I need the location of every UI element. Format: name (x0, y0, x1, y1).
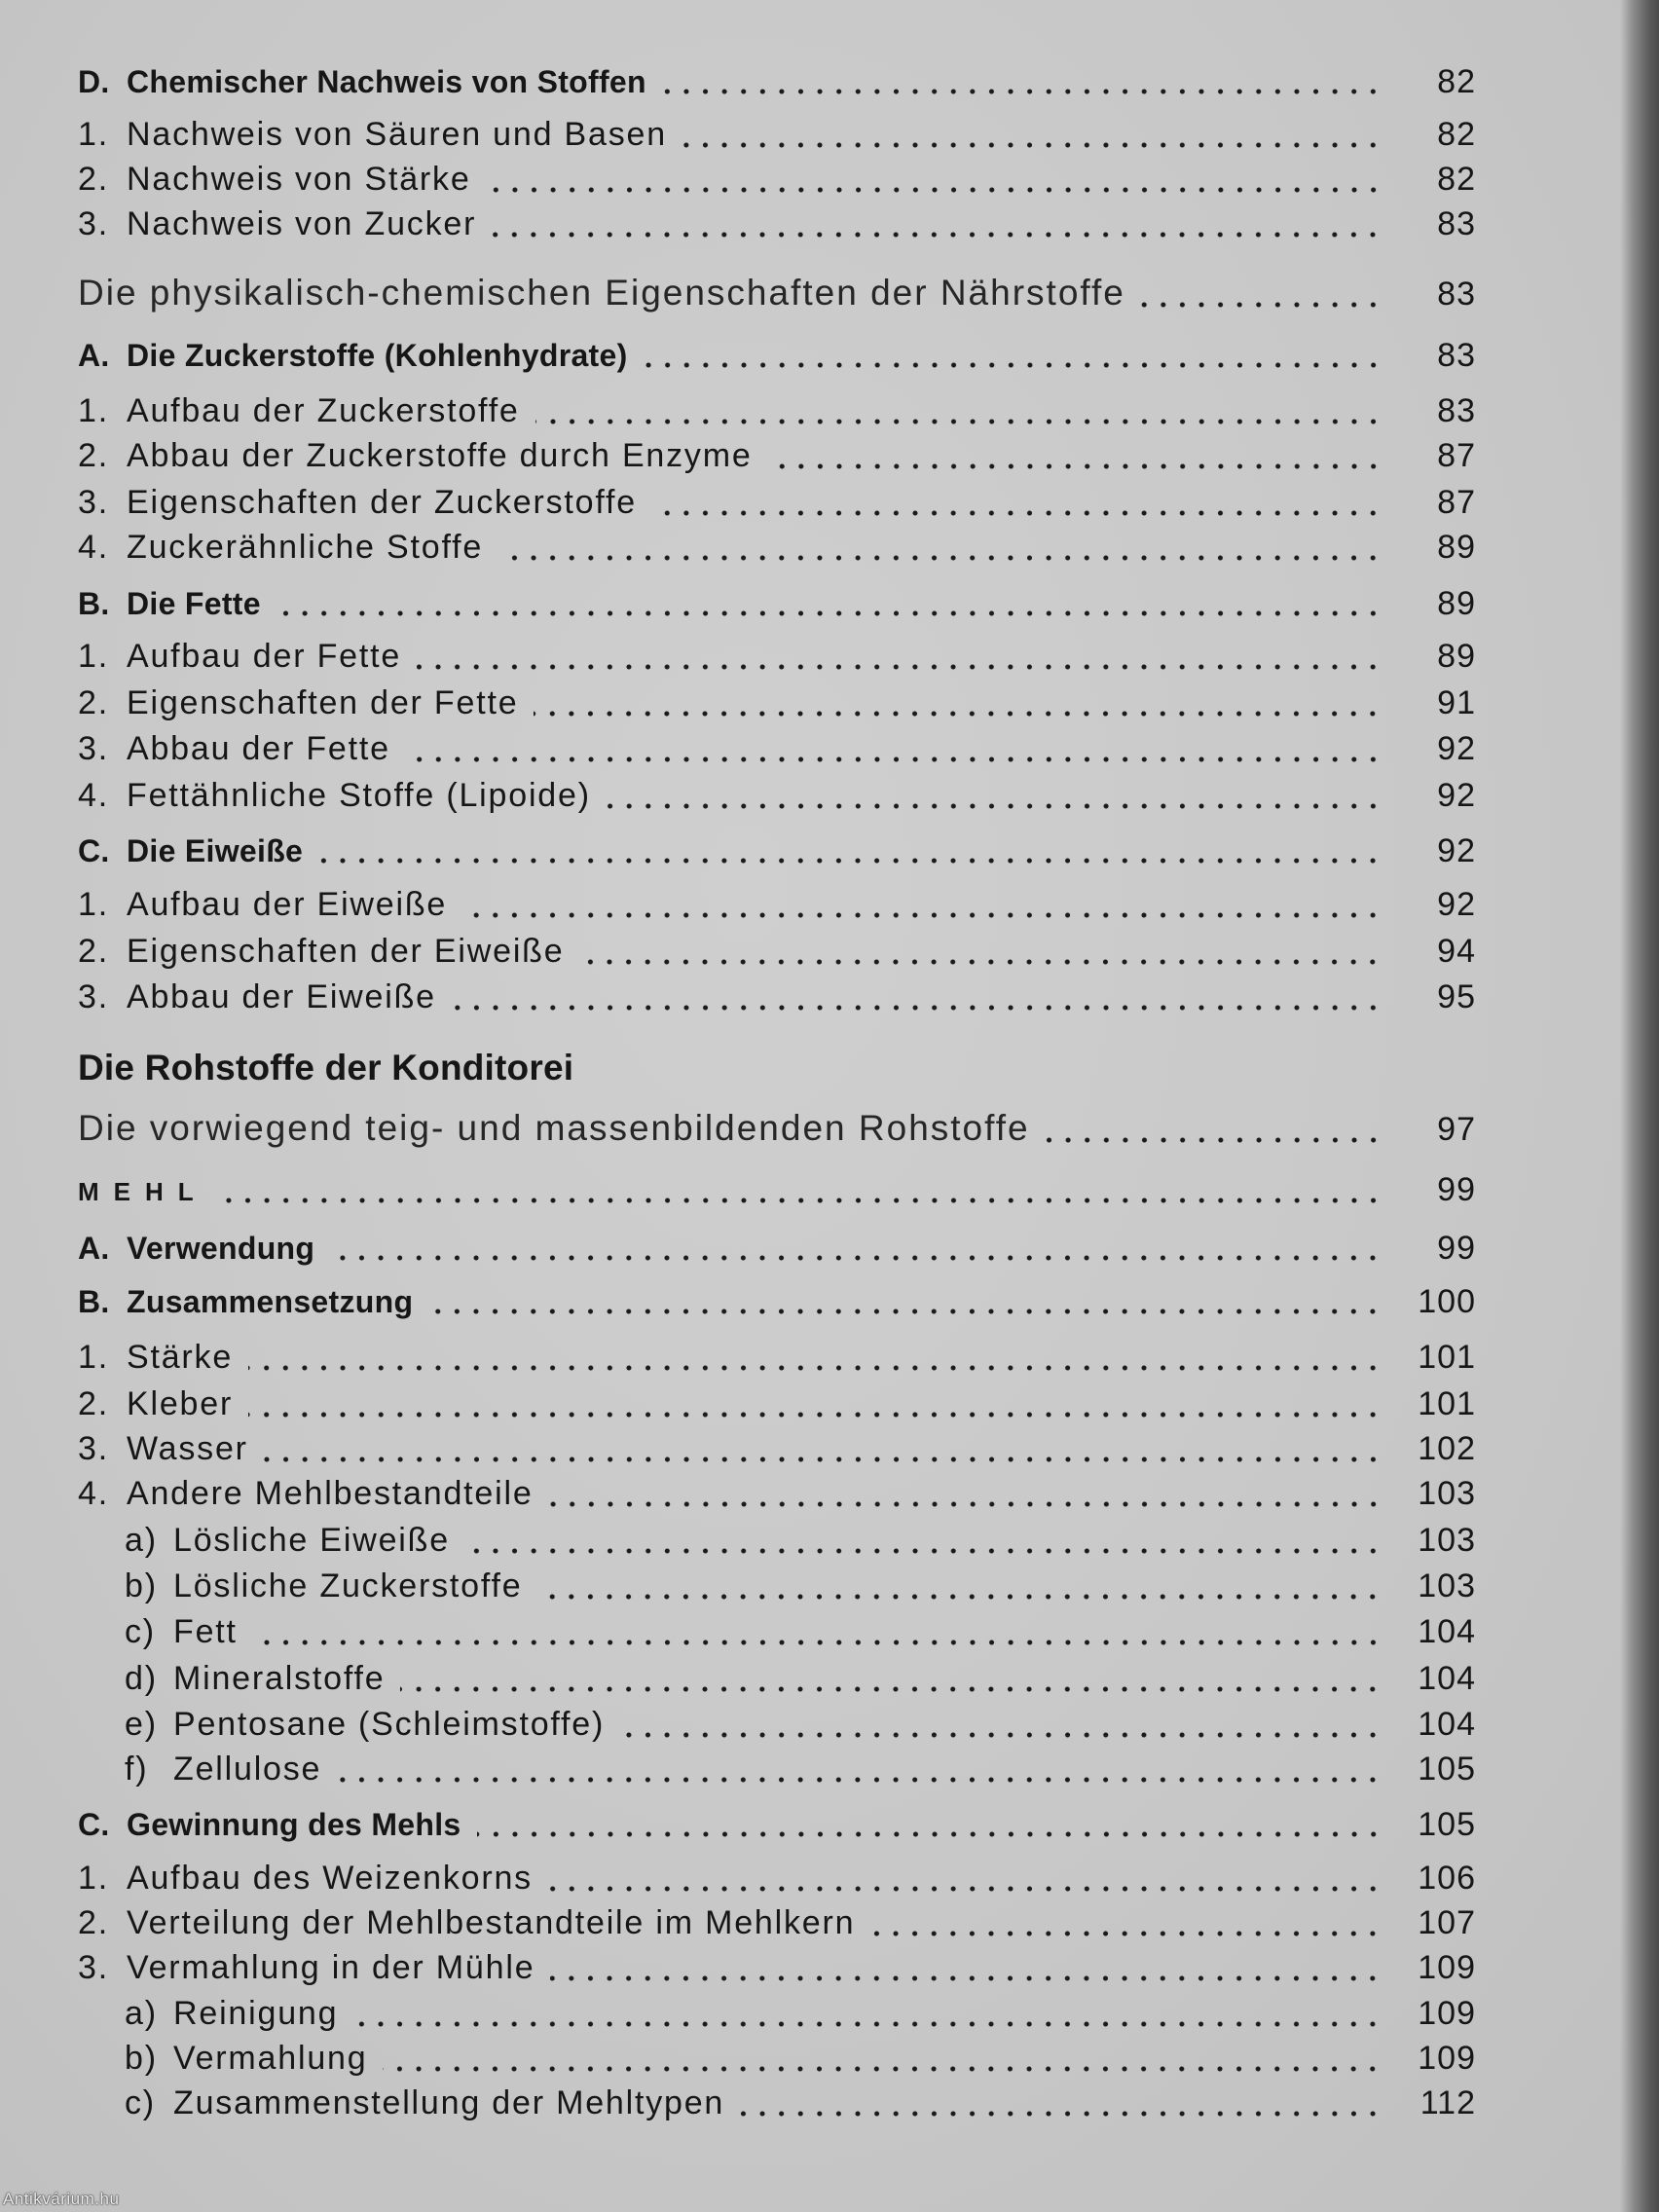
entry-title: Zuckerähnliche Stoffe (127, 529, 484, 566)
entry-title: Eigenschaften der Fette (127, 684, 519, 721)
entry-title: Die physikalisch-chemischen Eigenschaften der Nährstoffe (78, 273, 1125, 313)
entry-title: Fett (173, 1613, 238, 1650)
dot-leader (224, 1198, 1382, 1203)
entry-number: 4. (78, 529, 109, 566)
entry-number: 3. (78, 978, 109, 1015)
entry-letter: b) (125, 2040, 158, 2077)
entry-title: Lösliche Eiweiße (173, 1522, 450, 1559)
entry-page-number: 92 (1437, 886, 1476, 923)
entry-number: 1. (78, 886, 109, 923)
entry-title: Aufbau der Zuckerstoffe (127, 392, 520, 429)
dot-leader (662, 89, 1382, 94)
entry-letter: d) (125, 1660, 158, 1697)
dot-leader (264, 1456, 1382, 1462)
entry-title: Verwendung (127, 1231, 315, 1266)
entry-title: Pentosane (Schleimstoffe) (173, 1706, 606, 1743)
dot-leader (652, 510, 1382, 516)
entry-page-number: 83 (1437, 392, 1476, 429)
entry-title: Abbau der Eiweiße (127, 978, 436, 1015)
entry-title: Reinigung (173, 1995, 339, 2032)
entry-page-number: 82 (1437, 63, 1476, 100)
toc-subentry (125, 1518, 1476, 1563)
entry-page-number: 103 (1418, 1567, 1476, 1604)
entry-title: MEHL (78, 1177, 208, 1206)
entry-number: 2. (78, 437, 109, 474)
entry-letter: e) (125, 1706, 158, 1743)
entry-title: Zusammensetzung (127, 1284, 414, 1319)
entry-number: 3. (78, 1949, 109, 1986)
entry-letter: c) (125, 2084, 156, 2121)
entry-page-number: 83 (1437, 205, 1476, 242)
toc-subentry (125, 1702, 1476, 1747)
entry-number: 4. (78, 777, 109, 814)
toc-entry (78, 202, 1476, 246)
entry-letter: a) (125, 1995, 158, 2032)
dot-leader (428, 1309, 1382, 1314)
entry-page-number: 104 (1418, 1660, 1476, 1697)
dot-leader (253, 1640, 1382, 1645)
entry-page-number: 104 (1418, 1613, 1476, 1650)
entry-title: Lösliche Zuckerstoffe (173, 1567, 523, 1604)
entry-page-number: 83 (1437, 276, 1476, 313)
entry-page-number: 82 (1437, 161, 1476, 198)
entry-page-number: 109 (1418, 1995, 1476, 2032)
dot-leader (607, 803, 1382, 809)
toc-section-heading (78, 59, 1476, 104)
entry-title: Zusammenstellung der Mehltypen (173, 2084, 725, 2121)
toc-entry (78, 1471, 1476, 1516)
entry-number: B. (78, 1284, 110, 1319)
dot-leader (870, 1931, 1382, 1936)
entry-number: 2. (78, 933, 109, 970)
entry-title: Die Eiweiße (127, 833, 304, 868)
dot-leader (644, 362, 1382, 368)
entry-title: Eigenschaften der Eiweiße (127, 933, 565, 970)
toc-part-heading (78, 268, 1476, 318)
toc-chapter-heading (78, 1043, 1476, 1093)
toc-entry (78, 480, 1476, 525)
entry-page-number: 95 (1437, 978, 1476, 1015)
dot-leader (318, 858, 1382, 864)
dot-leader (465, 1548, 1382, 1554)
entry-title: Abbau der Zuckerstoffe durch Enzyme (127, 437, 753, 474)
entry-title: Nachweis von Stärke (127, 161, 471, 198)
dot-leader (353, 2021, 1382, 2027)
entry-number: 1. (78, 1860, 109, 1897)
scan-edge-shadow (1620, 0, 1659, 2212)
entry-title: Vermahlung (173, 2040, 368, 2077)
entry-page-number: 99 (1437, 1230, 1476, 1267)
entry-page-number: 112 (1419, 2084, 1476, 2121)
dot-leader (498, 555, 1382, 561)
toc-topic-heading (78, 1167, 1476, 1212)
entry-title: Aufbau der Fette (127, 638, 402, 675)
entry-number: 2. (78, 684, 109, 721)
entry-title: Mineralstoffe (173, 1660, 386, 1697)
toc-entry (78, 773, 1476, 818)
entry-page-number: 104 (1418, 1706, 1476, 1743)
entry-title: Zellulose (173, 1751, 322, 1788)
entry-page-number: 103 (1418, 1522, 1476, 1559)
entry-page-number: 92 (1437, 777, 1476, 814)
dot-leader (276, 610, 1382, 616)
entry-number: 2. (78, 161, 109, 198)
entry-page-number: 103 (1418, 1475, 1476, 1512)
dot-leader (620, 1732, 1382, 1738)
toc-entry (78, 1900, 1476, 1945)
entry-title: Wasser (127, 1430, 248, 1467)
dot-leader (248, 1412, 1382, 1418)
toc-part-heading (78, 1103, 1476, 1154)
dot-leader (549, 1501, 1382, 1507)
entry-number: 4. (78, 1475, 109, 1512)
entry-page-number: 97 (1437, 1111, 1476, 1148)
dot-leader (492, 232, 1382, 238)
dot-leader (383, 2066, 1382, 2072)
entry-page-number: 100 (1418, 1283, 1476, 1320)
entry-page-number: 89 (1437, 529, 1476, 566)
entry-title: Vermahlung in der Mühle (127, 1949, 535, 1986)
entry-page-number: 105 (1418, 1751, 1476, 1788)
entry-number: 1. (78, 116, 109, 153)
toc-entry (78, 1945, 1476, 1990)
entry-number: 3. (78, 1430, 109, 1467)
entry-number: C. (78, 833, 110, 868)
entry-letter: b) (125, 1567, 158, 1604)
dot-leader (487, 187, 1382, 193)
dot-leader (534, 711, 1382, 717)
dot-leader (477, 1831, 1382, 1837)
dot-leader (1046, 1137, 1382, 1143)
entry-letter: a) (125, 1522, 158, 1559)
entry-page-number: 101 (1418, 1339, 1476, 1376)
entry-number: 2. (78, 1385, 109, 1422)
entry-number: 2. (78, 1904, 109, 1941)
toc-entry (78, 726, 1476, 771)
entry-title: Verteilung der Mehlbestandteile im Mehlkern (127, 1904, 856, 1941)
toc-section-heading (78, 1802, 1476, 1847)
entry-number: A. (78, 338, 110, 373)
entry-number: 1. (78, 392, 109, 429)
entry-number: 3. (78, 205, 109, 242)
toc-subentry (125, 1564, 1476, 1608)
dot-leader (579, 959, 1382, 965)
entry-title: Die vorwiegend teig- und massenbildenden Rohstoffe (78, 1108, 1030, 1148)
entry-title: Fettähnliche Stoffe (Lipoide) (127, 777, 591, 814)
toc-section-heading (78, 1279, 1476, 1324)
entry-page-number: 89 (1437, 638, 1476, 675)
dot-leader (548, 1886, 1382, 1892)
toc-entry (78, 112, 1476, 157)
entry-number: B. (78, 586, 110, 621)
entry-title: Chemischer Nachweis von Stoffen (127, 64, 646, 99)
entry-page-number: 87 (1437, 437, 1476, 474)
dot-leader (537, 1594, 1382, 1600)
toc-entry (78, 1426, 1476, 1471)
toc-subentry (125, 1747, 1476, 1791)
entry-number: 1. (78, 638, 109, 675)
entry-title: Abbau der Fette (127, 730, 390, 767)
dot-leader (768, 463, 1382, 469)
entry-number: 3. (78, 730, 109, 767)
entry-page-number: 101 (1418, 1385, 1476, 1422)
entry-number: 1. (78, 1339, 109, 1376)
toc-entry (78, 1335, 1476, 1380)
toc-entry (78, 433, 1476, 478)
toc-entry (78, 525, 1476, 570)
entry-title: Eigenschaften der Zuckerstoffe (127, 484, 637, 521)
entry-page-number: 89 (1437, 585, 1476, 622)
entry-title: Kleber (127, 1385, 234, 1422)
toc-entry (78, 634, 1476, 679)
entry-number: A. (78, 1231, 110, 1266)
entry-title: Nachweis von Säuren und Basen (127, 116, 667, 153)
watermark: Antikvárium.hu (3, 2190, 120, 2208)
entry-page-number: 109 (1418, 1949, 1476, 1986)
toc-subentry (125, 1656, 1476, 1701)
dot-leader (337, 1777, 1382, 1783)
entry-number: 3. (78, 484, 109, 521)
entry-page-number: 87 (1437, 484, 1476, 521)
dot-leader (400, 1686, 1382, 1692)
toc-entry (78, 929, 1476, 974)
entry-page-number: 91 (1437, 684, 1476, 721)
chapter-title: Die Rohstoffe der Konditorei (78, 1048, 574, 1088)
toc-entry (78, 882, 1476, 927)
toc-subentry (125, 1991, 1476, 2036)
toc-section-heading (78, 1226, 1476, 1271)
toc-entry (78, 975, 1476, 1019)
entry-title: Die Zuckerstoffe (Kohlenhydrate) (127, 338, 628, 373)
dot-leader (248, 1365, 1382, 1371)
dot-leader (550, 1975, 1382, 1981)
entry-title: Nachweis von Zucker (127, 205, 477, 242)
entry-page-number: 82 (1437, 116, 1476, 153)
dot-leader (330, 1255, 1382, 1261)
toc-subentry (125, 2081, 1476, 2125)
toc-section-heading (78, 333, 1476, 378)
toc-entry (78, 1856, 1476, 1900)
entry-page-number: 105 (1418, 1806, 1476, 1843)
entry-page-number: 109 (1418, 2040, 1476, 2077)
dot-leader (682, 142, 1382, 148)
entry-title: Stärke (127, 1339, 234, 1376)
entry-title: Die Fette (127, 586, 261, 621)
toc-entry (78, 1382, 1476, 1426)
dot-leader (462, 912, 1382, 918)
toc-subentry (125, 2036, 1476, 2081)
entry-page-number: 102 (1418, 1430, 1476, 1467)
entry-number: D. (78, 64, 110, 99)
dot-leader (740, 2111, 1382, 2117)
toc-subentry (125, 1609, 1476, 1654)
entry-page-number: 106 (1418, 1860, 1476, 1897)
dot-leader (452, 1005, 1382, 1011)
dot-leader (1141, 302, 1382, 308)
toc-entry (78, 681, 1476, 725)
entry-page-number: 92 (1437, 832, 1476, 869)
entry-title: Aufbau der Eiweiße (127, 886, 448, 923)
dot-leader (406, 756, 1382, 762)
dot-leader (535, 419, 1382, 424)
entry-letter: c) (125, 1613, 156, 1650)
entry-letter: f) (125, 1751, 149, 1788)
entry-title: Gewinnung des Mehls (127, 1807, 461, 1842)
dot-leader (417, 664, 1382, 670)
entry-number: C. (78, 1807, 110, 1842)
toc-section-heading (78, 581, 1476, 626)
entry-title: Andere Mehlbestandteile (127, 1475, 534, 1512)
toc-entry (78, 157, 1476, 202)
toc-entry (78, 388, 1476, 433)
entry-page-number: 83 (1437, 337, 1476, 374)
entry-page-number: 107 (1418, 1904, 1476, 1941)
toc-section-heading (78, 829, 1476, 873)
entry-page-number: 94 (1437, 933, 1476, 970)
entry-title: Aufbau des Weizenkorns (127, 1860, 533, 1897)
entry-page-number: 99 (1437, 1171, 1476, 1208)
entry-page-number: 92 (1437, 730, 1476, 767)
